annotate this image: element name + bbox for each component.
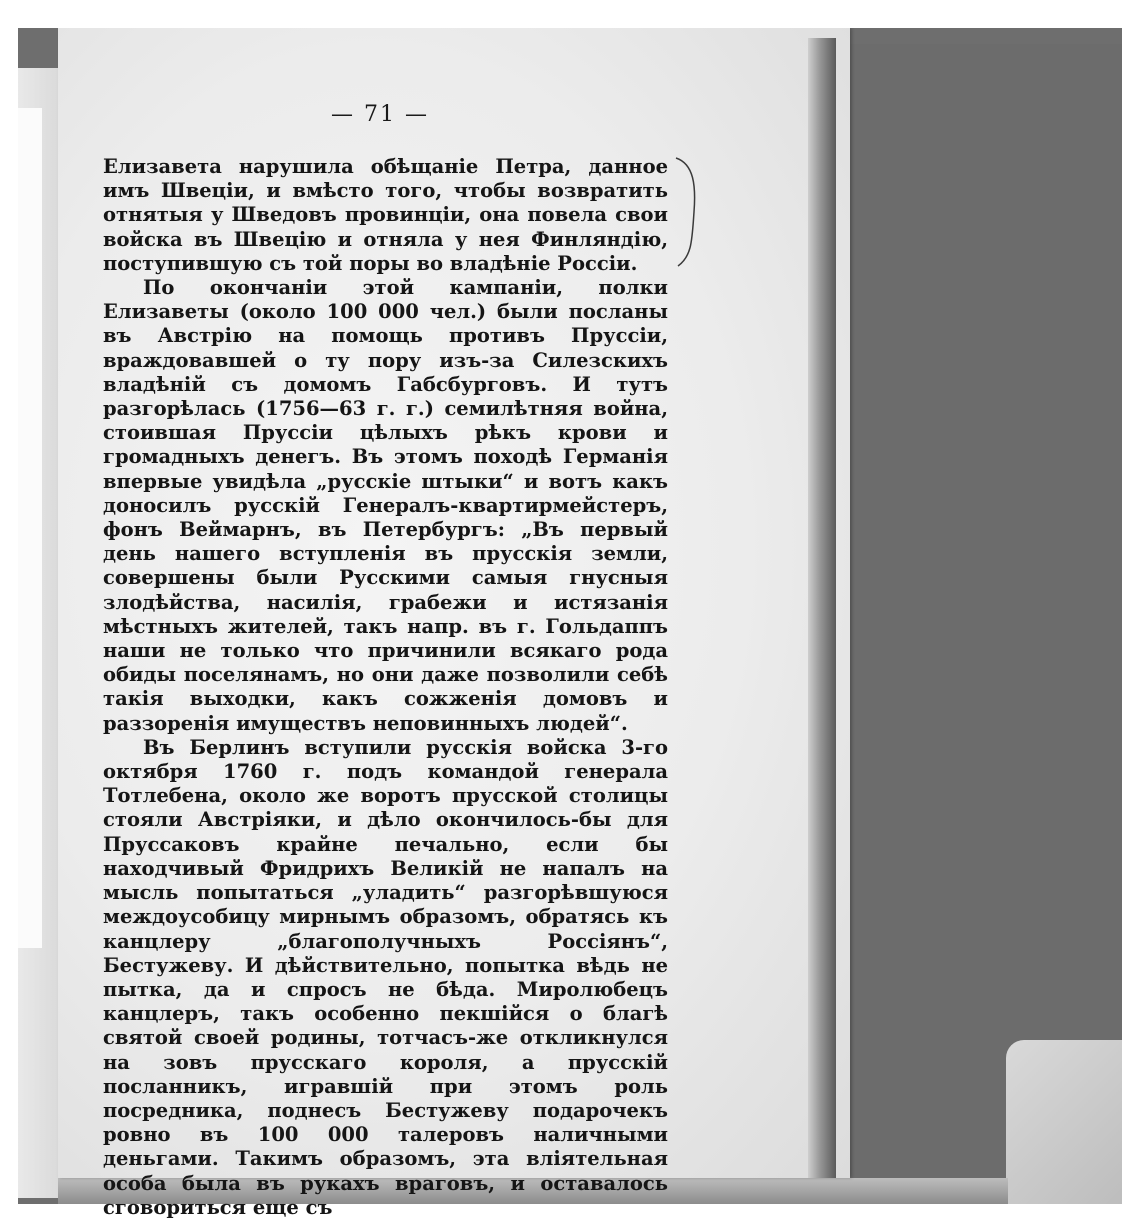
body-text [103, 155, 668, 1220]
page-number: — 71 — [331, 102, 429, 127]
paper-tab [18, 108, 42, 948]
paragraph-1: Елизавета нарушила обѣщаніе Петра, данное имъ Швеціи, и вмѣсто того, чтобы возвратить отнятыя у Шведовъ провинціи, она повела свои войска въ Швецію и отняла у нея Финляндію, поступившую съ той поры во владѣніе Россіи. [103, 155, 668, 275]
margin-bracket-mark [672, 156, 702, 268]
cover-corner [1006, 1040, 1122, 1204]
page-edge-shadow [808, 38, 836, 1178]
paragraph-2: По окончаніи этой кампаніи, полки Елизаветы (около 100 000 чел.) были посланы въ Австрію на помощь противъ Пруссіи, враждовавшей о ту пору изъ-за Силезскихъ владѣній съ домомъ Габсбурговъ. И тутъ разгорѣлась (1756—63 г. г.) семилѣтняя война, стоившая Пруссіи цѣлыхъ рѣкъ крови и громадныхъ денегъ. Въ этомъ походѣ Германія впервые увидѣла „русскіе штыки“ и вотъ какъ доносилъ русскій Генералъ-квартирмейстеръ, фонъ Веймарнъ, въ Петербургъ: „Въ первый день нашего вступленія въ прусскія земли, совершены были Русскими самыя гнусныя злодѣйства, насилія, грабежи и истязанія мѣстныхъ жителей, такъ напр. въ г. Гольдаппъ наши не только что причинили всякаго рода обиды поселянамъ, но они даже позволили себѣ такія выходки, какъ сожженія домовъ и раззоренія имуществъ неповинныхъ людей“. [103, 276, 668, 735]
book-cover-board [838, 44, 1122, 1204]
paragraph-3: Въ Берлинъ вступили русскія войска 3-го октября 1760 г. подъ командой генерала Тотлебена, около же воротъ прусской столицы стояли Австріяки, и дѣло окончилось-бы для Пруссаковъ крайне печально, если бы находчивый Фридрихъ Великій не напалъ на мысль попытаться „уладить“ разгорѣвшуюся междоусобицу мирнымъ образомъ, обратясь къ канцлеру „благополучныхъ Россіянъ“, Бестужеву. И дѣйствительно, попытка вѣдь не пытка, да и спросъ не бѣда. Миролюбецъ канцлеръ, такъ особенно пекшійся о благѣ святой своей родины, тотчасъ-же откликнулся на зовъ прусскаго короля, а прусскій посланникъ, игравшій при этомъ роль посредника, поднесъ Бестужеву подарочекъ ровно въ 100 000 талеровъ наличными деньгами. Такимъ образомъ, эта вліятельная особа была въ рукахъ враговъ, и оставалось сговориться еще съ [103, 735, 668, 1219]
